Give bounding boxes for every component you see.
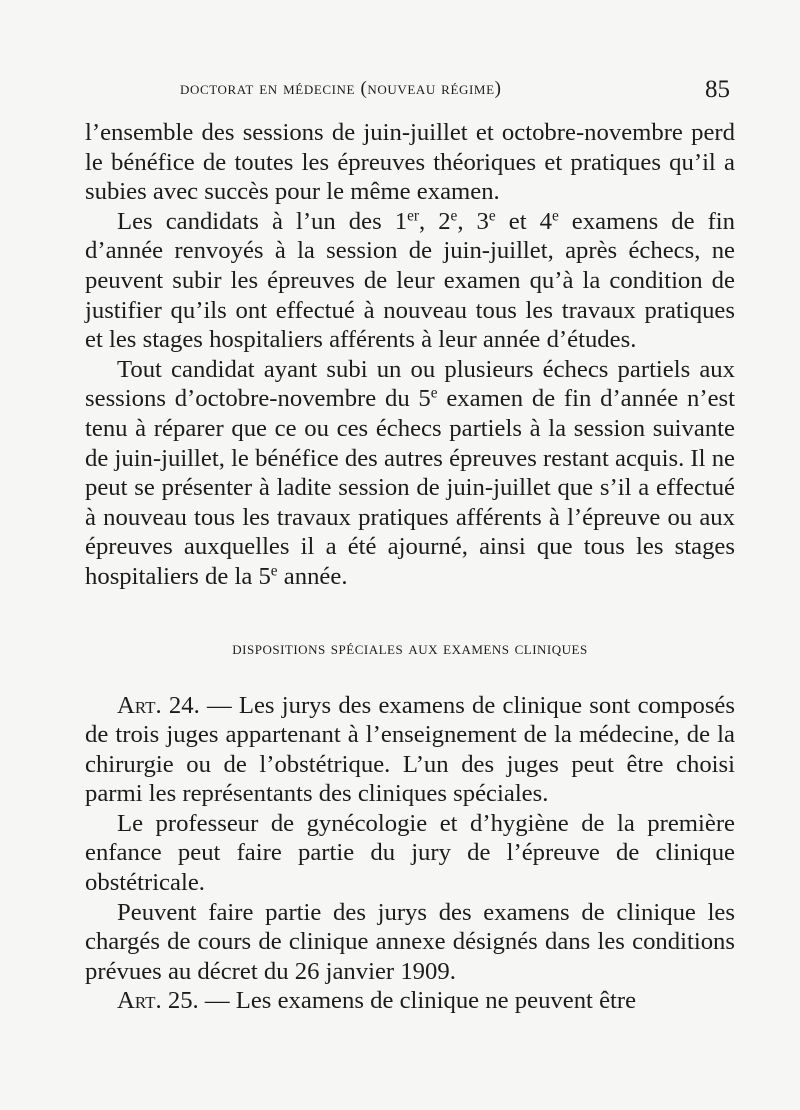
text-run: examens de fin bbox=[558, 207, 735, 235]
article-label: Art. 24. bbox=[117, 691, 200, 719]
text-run: année. bbox=[277, 562, 348, 590]
paragraph-charges-de-cours: Peuvent faire partie des jurys des examens de clinique les chargés de cours de clinique annexe désignés dans les conditions prévues au décret du 26 janvier 1909. bbox=[85, 898, 735, 985]
superscript: e bbox=[488, 207, 496, 225]
paragraph-art-25 bbox=[85, 986, 735, 1016]
superscript: er bbox=[407, 207, 419, 225]
text-run: — Les examens de clinique ne peuvent être bbox=[198, 987, 637, 1015]
text-run: , 3 bbox=[457, 207, 489, 235]
body-text bbox=[85, 118, 735, 1016]
running-head bbox=[180, 78, 730, 118]
running-title: doctorat en médecine (nouveau régime) bbox=[180, 78, 502, 99]
text-run: , 2 bbox=[418, 207, 451, 235]
text-run: examen de fin d’année n’est tenu à réparer que ce ou ces échecs partiels à la session suivante de juin-juillet, le bénéfice des autres épreuves restant acquis. Il ne peut se présenter à ladite session de juin-juillet que s’il a effectué à nouveau tous les travaux pratiques afférents à l’épreuve ou aux épreuves auxquelles il a été ajourné, ainsi que tous les stages hospitaliers de la 5 bbox=[85, 385, 735, 590]
paragraph-gynecologie: Le professeur de gynécologie et d’hygiène de la première enfance peut faire partie du jury de l’épreuve de clinique obstétricale. bbox=[85, 809, 735, 897]
text-run: d’année renvoyés à la session de juin-juillet, après échecs, ne peuvent subir les épreuves de leur examen qu’à la condition de justifier qu’ils ont effectué à nouveau tous les travaux pratiques et les stages hospitaliers afférents à leur année d’études. bbox=[85, 237, 735, 354]
superscript: e bbox=[270, 562, 278, 580]
superscript: e bbox=[430, 384, 438, 402]
section-heading: dispositions spéciales aux examens cliniques bbox=[232, 638, 588, 659]
paragraph-art-24 bbox=[85, 691, 735, 809]
text-run: Tout candidat ayant subi un ou plusieurs échecs partiels aux sessions d’octobre-novembre du 5 bbox=[85, 355, 735, 413]
text-run: et 4 bbox=[495, 207, 552, 235]
page-number: 85 bbox=[705, 76, 730, 103]
text-run: Les candidats à l’un des 1 bbox=[117, 207, 408, 235]
superscript: e bbox=[450, 207, 458, 225]
paragraph-candidats bbox=[85, 207, 735, 355]
text-run: — Les jurys des examens de clinique sont composés de trois juges appartenant à l’enseignement de la médecine, de la chirurgie ou de l’obstétrique. L’un des juges peut être choisi parmi les représentants des cliniques spéciales. bbox=[85, 691, 735, 808]
superscript: e bbox=[551, 207, 559, 225]
article-label: Art. 25. bbox=[117, 987, 199, 1015]
paragraph-continuation: l’ensemble des sessions de juin-juillet et octobre-novembre perd le bénéfice de toutes les épreuves théoriques et pratiques qu’il a subies avec succès pour le même examen. bbox=[85, 119, 735, 206]
paragraph-echecs-partiels bbox=[85, 355, 735, 592]
